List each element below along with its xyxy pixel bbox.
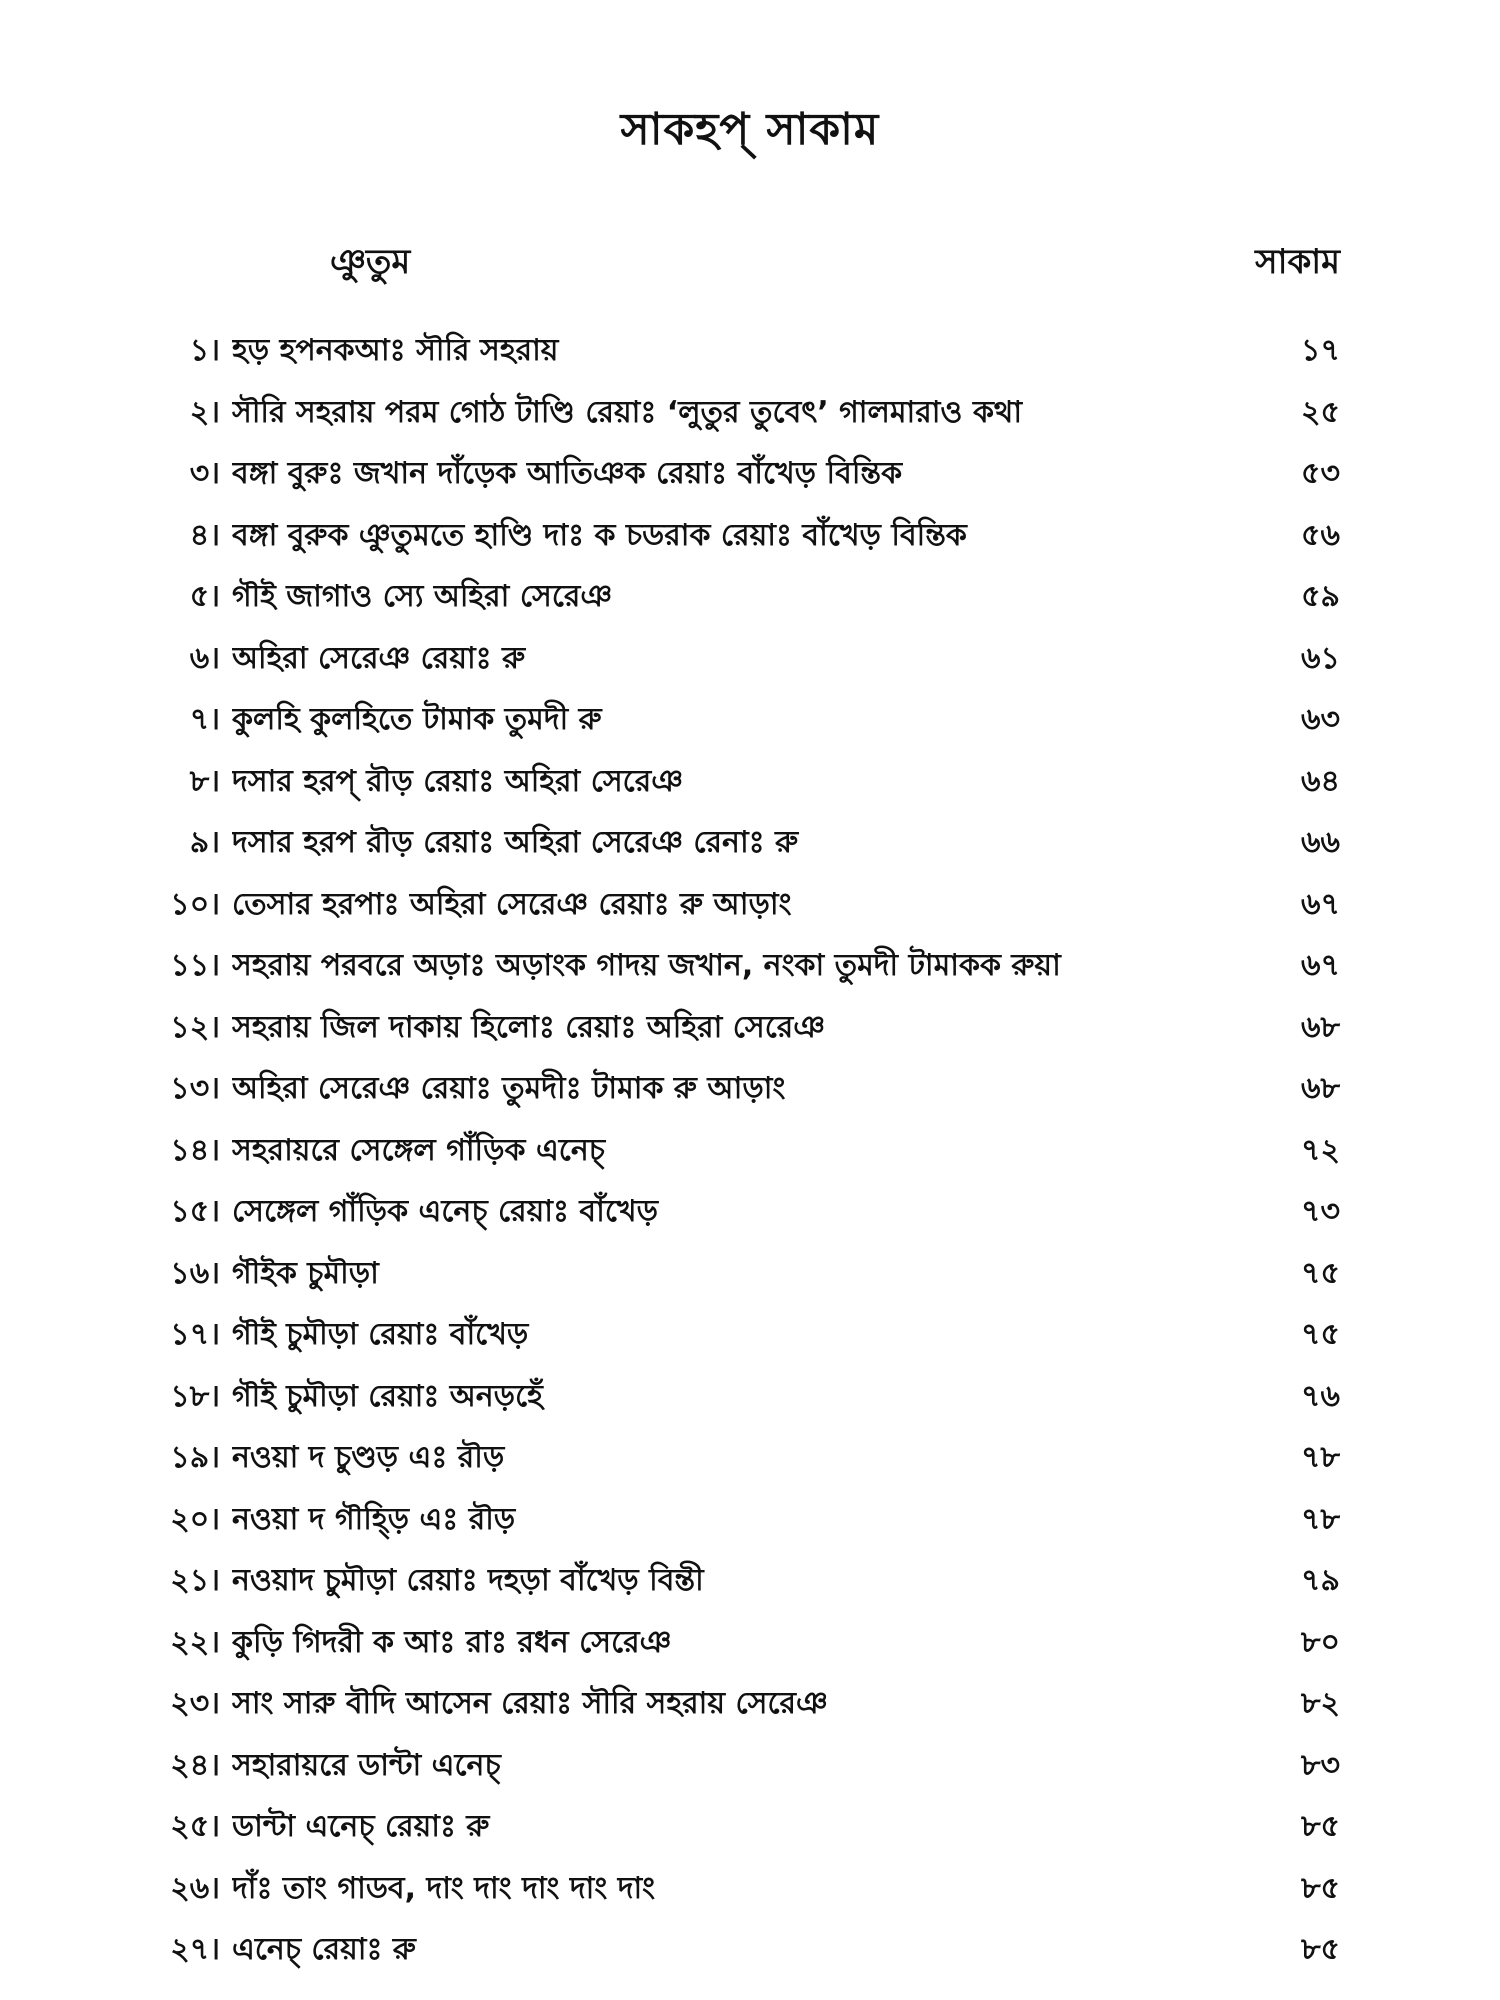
entry-title: দসার হরপ রৗড় রেয়াঃ অহিরা সেরেঞ রেনাঃ রু (232, 825, 799, 860)
entry-title: সাং সারু বৗদি আসেন রেয়াঃ সৗরি সহরায় সেরেঞ (232, 1686, 828, 1721)
toc-entry (0, 1364, 1500, 1426)
entry-number: ১৩। (170, 1071, 220, 1106)
entry-page-number: ৫৯ (1301, 579, 1340, 614)
toc-entry (0, 1118, 1500, 1180)
toc-entry (0, 749, 1500, 811)
toc-entry (0, 872, 1500, 934)
entry-title: তেসার হরপাঃ অহিরা সেরেঞ রেয়াঃ রু আড়াং (232, 886, 792, 922)
entry-page-number: ৬৬ (1300, 825, 1340, 860)
toc-entry (0, 687, 1500, 749)
entry-title: গৗই চুমৗড়া রেয়াঃ বাঁখেড় (232, 1317, 529, 1352)
entry-number: ১০। (170, 886, 220, 922)
entry-title: দাঁঃ তাং গাডব, দাং দাং দাং দাং দাং (232, 1870, 656, 1906)
entry-number: ২২। (170, 1624, 220, 1660)
entry-title: সেঙ্গেল গাঁড়িক এনেচ্ রেয়াঃ বাঁখেড় (232, 1194, 659, 1229)
entry-number: ৮। (189, 763, 220, 799)
toc-entry (0, 1917, 1500, 1979)
entry-title: বঙ্গা বুরুঃ জখান দাঁড়েক আতিঞক রেয়াঃ বাঁখেড় বিন্তিক (232, 456, 903, 491)
entry-page-number: ১৭ (1301, 333, 1340, 368)
entry-title: কুড়ি গিদরী ক আঃ রাঃ রধন সেরেঞ (232, 1624, 672, 1660)
toc-entry (0, 1733, 1500, 1795)
entry-title: সৗরি সহরায় পরম গোঠ টাণ্ডি রেয়াঃ ‘লুতুর তুবেৎ’ গালমারাও কথা (232, 394, 1023, 430)
entry-title: নওয়া দ চুণ্ডড় এঃ রৗড় (232, 1440, 505, 1475)
entry-page-number: ২৫ (1301, 394, 1340, 430)
entry-page-number: ৮৫ (1301, 1809, 1340, 1844)
page-column-heading: সাকাম (1255, 242, 1340, 282)
entry-number: ৩। (189, 456, 220, 491)
toc-entry (0, 1302, 1500, 1364)
entry-title: সহারায়রে ডান্টা এনেচ্ (232, 1747, 501, 1783)
entry-title: নওয়া দ গৗহ্ড়ি এঃ রৗড় (232, 1501, 516, 1537)
entry-number: ১। (189, 333, 220, 368)
toc-entry (0, 1056, 1500, 1118)
toc-entry (0, 380, 1500, 442)
entry-title: হড় হপনকআঃ সৗরি সহরায় (232, 333, 559, 368)
entry-number: ৫। (189, 579, 220, 614)
entry-title: এনেচ্ রেয়াঃ রু (232, 1932, 416, 1967)
entry-number: ২৬। (170, 1870, 220, 1906)
entry-page-number: ৮৩ (1301, 1747, 1340, 1783)
toc-entry (0, 1794, 1500, 1856)
toc-entry (0, 1179, 1500, 1241)
entry-number: ১৮। (170, 1378, 220, 1414)
entry-title: অহিরা সেরেঞ রেয়াঃ রু (232, 640, 526, 676)
entry-title: গৗই চুমৗড়া রেয়াঃ অনড়হেঁ (232, 1378, 543, 1414)
entry-title: দসার হরপ্ রৗড় রেয়াঃ অহিরা সেরেঞ (232, 763, 683, 799)
entry-title: গৗই জাগাও স্যে অহিরা সেরেঞ (232, 579, 613, 614)
entry-page-number: ৭৮ (1301, 1501, 1340, 1537)
entry-page-number: ৬১ (1301, 640, 1340, 676)
toc-entry (0, 1610, 1500, 1672)
entry-number: ২৩। (170, 1686, 220, 1721)
chapter-column-heading: ঞুতুম (330, 242, 411, 282)
entry-page-number: ৭৫ (1301, 1255, 1340, 1291)
entry-page-number: ৭২ (1300, 1132, 1340, 1168)
toc-entry (0, 1671, 1500, 1733)
entry-page-number: ৮৫ (1301, 1932, 1340, 1967)
entry-number: ২০। (170, 1501, 220, 1537)
entry-number: ৪। (189, 517, 220, 553)
entry-number: ২১। (170, 1563, 220, 1598)
entry-number: ২৪। (170, 1747, 220, 1783)
entry-page-number: ৮২ (1301, 1686, 1340, 1721)
entry-title: নওয়াদ চুমৗড়া রেয়াঃ দহড়া বাঁখেড় বিন্তী (232, 1563, 704, 1598)
toc-entry (0, 318, 1500, 380)
entry-page-number: ৭৯ (1301, 1563, 1340, 1598)
entry-title: ডান্টা এনেচ্ রেয়াঃ রু (232, 1809, 490, 1844)
entry-number: ১৫। (170, 1194, 220, 1229)
entry-number: ৬। (189, 640, 220, 676)
entry-title: গৗইক চুমৗড়া (232, 1255, 379, 1291)
toc-entry (0, 441, 1500, 503)
entry-title: বঙ্গা বুরুক ঞুতুমতে হাণ্ডি দাঃ ক চডরাক রেয়াঃ বাঁখেড় বিন্তিক (232, 517, 967, 553)
entry-title: সহরায় পরবরে অড়াঃ অড়াংক গাদয় জখান, নংকা তুমদী টামাকক রুয়া (232, 948, 1061, 983)
entry-number: ১৭। (170, 1317, 220, 1352)
entry-title: সহরায় জিল দাকায় হিলোঃ রেয়াঃ অহিরা সেরেঞ (232, 1009, 825, 1045)
toc-entry (0, 810, 1500, 872)
entry-number: ২। (189, 394, 220, 430)
entry-page-number: ৭৫ (1301, 1317, 1340, 1352)
entry-page-number: ৬৮ (1301, 1009, 1340, 1045)
page-title: সাকহপ্ সাকাম (620, 104, 880, 155)
toc-entry (0, 564, 1500, 626)
entry-page-number: ৬৩ (1300, 702, 1340, 737)
entry-page-number: ৫৩ (1301, 456, 1340, 491)
entry-page-number: ৭৬ (1300, 1378, 1340, 1414)
entry-number: ৭। (189, 702, 220, 737)
toc-entry (0, 1241, 1500, 1303)
entry-number: ২৫। (170, 1809, 220, 1844)
entry-number: ৯। (189, 825, 220, 860)
toc-entry (0, 1425, 1500, 1487)
entry-number: ১১। (170, 948, 220, 983)
entry-number: ১৯। (170, 1440, 220, 1475)
entry-page-number: ৮০ (1301, 1624, 1340, 1660)
entry-number: ১৬। (170, 1255, 220, 1291)
entry-page-number: ৭৮ (1301, 1440, 1340, 1475)
entry-page-number: ৮৫ (1301, 1870, 1340, 1906)
entry-page-number: ৬৪ (1301, 763, 1340, 799)
entry-number: ১২। (170, 1009, 220, 1045)
toc-list (0, 318, 1500, 1979)
toc-entry (0, 626, 1500, 688)
column-headings (0, 236, 1500, 286)
toc-entry (0, 1856, 1500, 1918)
entry-title: কুলহি কুলহিতে টামাক তুমদী রু (232, 702, 602, 737)
entry-page-number: ৬৭ (1300, 886, 1340, 922)
entry-title: অহিরা সেরেঞ রেয়াঃ তুমদীঃ টামাক রু আড়াং (232, 1071, 786, 1106)
entry-number: ১৪। (170, 1132, 220, 1168)
entry-title: সহরায়রে সেঙ্গেল গাঁড়িক এনেচ্ (232, 1132, 605, 1168)
toc-entry (0, 1487, 1500, 1549)
toc-entry (0, 503, 1500, 565)
entry-page-number: ৭৩ (1300, 1194, 1340, 1229)
entry-page-number: ৬৮ (1301, 1071, 1340, 1106)
toc-entry (0, 995, 1500, 1057)
entry-page-number: ৬৭ (1300, 948, 1340, 983)
toc-entry (0, 1548, 1500, 1610)
entry-number: ২৭। (170, 1932, 220, 1967)
entry-page-number: ৫৬ (1301, 517, 1340, 553)
toc-entry (0, 933, 1500, 995)
